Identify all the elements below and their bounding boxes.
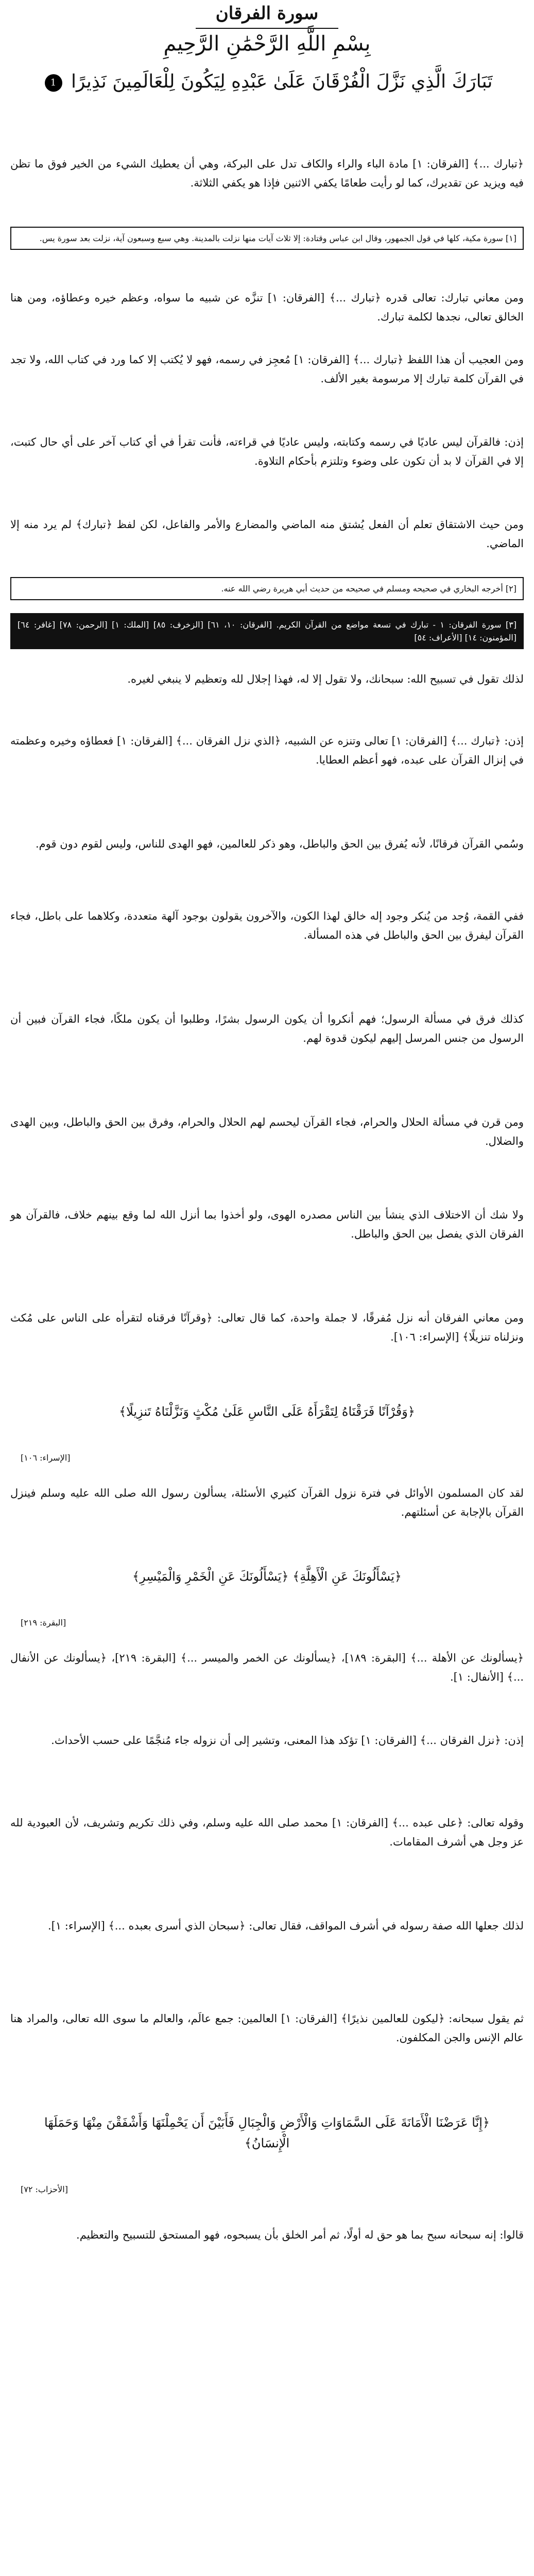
footnote-box-dark: [٣] سورة الفرقان: ١ - تبارك في تسعة مواضع من القرآن الكريم. [الفرقان: ١٠، ٦١] [الزخرف: ٨٥] [الملك: ١] [الرحمن: ٧٨] [غافر: ٦٤] [المؤمنون: ١٤] [الأعراف: ٥٤] bbox=[10, 613, 524, 649]
paragraph: كذلك فرق في مسألة الرسول؛ فهم أنكروا أن يكون الرسول بشرًا، وطلبوا أن يكون ملكًا، فجاء القرآن فبين أن الرسول من جنس المرسل إليهم ليكون قدوة لهم. bbox=[10, 1013, 524, 1044]
paragraph: وسُمي القرآن فرقانًا، لأنه يُفرق بين الحق والباطل، وهو ذكر للعالمين، فهو الهدى للناس، وليس لقوم دون قوم. bbox=[35, 838, 524, 850]
paragraph: ومن معاني تبارك: تعالى قدره ﴿تبارك ...﴾ [الفرقان: ١] تنزَّه عن شبيه ما سواه، وعظم خيره وعطاؤه، ومن هنا الخالق تعالى، نجدها لكلمة تبارك. bbox=[10, 292, 524, 323]
quoted-verse: ﴿يَسْأَلُونَكَ عَنِ الْأَهِلَّةِ﴾ ﴿يَسْأَلُونَكَ عَنِ الْخَمْرِ وَالْمَيْسِرِ﴾ bbox=[132, 1569, 402, 1584]
surah-title: سورة الفرقان bbox=[215, 3, 319, 24]
paragraph: لذلك جعلها الله صفة رسوله في أشرف المواقف، فقال تعالى: ﴿سبحان الذي أسرى بعبده ...﴾ [الإسراء: ١]. bbox=[47, 1920, 524, 1932]
paragraph: قالوا: إنه سبحانه سبح بما هو حق له أولًا، ثم أمر الخلق بأن يسبحوه، فهو المستحق للتسبيح والتعظيم. bbox=[76, 2229, 524, 2241]
paragraph: إذن: فالقرآن ليس عاديًا في رسمه وكتابته، وليس عاديًا في قراءته، فأنت تقرأ في أي كتاب آخر على أي حال كتبت، إلا في القرآن لا بد أن تكون على وضوء وتلتزم بأحكام التلاوة. bbox=[10, 436, 524, 467]
quoted-verse: ﴿وَقُرْآنًا فَرَقْنَاهُ لِتَقْرَأَهُ عَلَى النَّاسِ عَلَىٰ مُكْثٍ وَنَزَّلْنَاهُ تَنزِيلًا﴾ bbox=[119, 1404, 415, 1419]
footnote-box: [٢] أخرجه البخاري في صحيحه ومسلم في صحيحه من حديث أبي هريرة رضي الله عنه. bbox=[10, 577, 524, 600]
opening-verse-text: تَبَارَكَ الَّذِي نَزَّلَ الْفُرْقَانَ عَلَىٰ عَبْدِهِ لِيَكُونَ لِلْعَالَمِينَ نَذِيرًا bbox=[71, 71, 493, 92]
paragraph: ومن قرن في مسألة الحلال والحرام، فجاء القرآن ليحسم لهم الحلال والحرام، وفرق بين الحق والباطل، وبين الهدى والضلال. bbox=[10, 1116, 524, 1147]
paragraph: لذلك تقول في تسبيح الله: سبحانك، ولا تقول إلا له، فهذا إجلال لله وتعظيم لا ينبغي لغيره. bbox=[127, 673, 524, 685]
paragraph: لقد كان المسلمون الأوائل في فترة نزول القرآن كثيري الأسئلة، يسألون رسول الله صلى الله عليه وسلم فينزل القرآن بالإجابة عن أسئلتهم. bbox=[10, 1487, 524, 1518]
verse-reference: [الأحزاب: ٧٢] bbox=[21, 2184, 68, 2194]
paragraph: إذن: ﴿نزل الفرقان ...﴾ [الفرقان: ١] تؤكد هذا المعنى، وتشير إلى أن نزوله جاء مُنجَّمًا على حسب الأحداث. bbox=[51, 1734, 524, 1747]
paragraph: ولا شك أن الاختلاف الذي ينشأ بين الناس مصدره الهوى، ولو أخذوا بما أنزل الله لما وقع بينهم خلاف، فالقرآن هو الفرقان الذي يفصل بين الحق والباطل. bbox=[10, 1209, 524, 1240]
paragraph: ﴿تبارك ...﴾ [الفرقان: ١] مادة الباء والراء والكاف تدل على البركة، وهي أن يعطيك الشيء من الخير فوق ما تظن فيه ويزيد عن تقديرك، كما لو رأيت طعامًا يكفي الاثنين فإذا هو يكفي الثلاثة. bbox=[10, 158, 524, 189]
basmala: بِسْمِ اللَّهِ الرَّحْمَٰنِ الرَّحِيمِ bbox=[163, 32, 371, 56]
quoted-verse: ﴿إِنَّا عَرَضْنَا الْأَمَانَةَ عَلَى السَّمَاوَاتِ وَالْأَرْضِ وَالْجِبَالِ فَأَبَيْنَ أَن يَحْمِلْنَهَا وَأَشْفَقْنَ مِنْهَا وَحَمَلَهَا الْإِنسَانُ﴾ bbox=[44, 2115, 490, 2150]
paragraph: ومن معاني الفرقان أنه نزل مُفرقًا، لا جملة واحدة، كما قال تعالى: ﴿وقرآنًا فرقناه لتقرأه على الناس على مُكث ونزلناه تنزيلًا﴾ [الإسراء: ١٠٦]. bbox=[10, 1312, 524, 1343]
verse-reference: [الإسراء: ١٠٦] bbox=[21, 1453, 71, 1463]
paragraph: ومن حيث الاشتقاق تعلم أن الفعل يُشتق منه الماضي والمضارع والأمر والفاعل، لكن لفظ ﴿تبارك﴾ لم يرد منه إلا الماضي. bbox=[10, 518, 524, 550]
paragraph: ﴿يسألونك عن الأهلة ...﴾ [البقرة: ١٨٩]، ﴿يسألونك عن الخمر والميسر ...﴾ [البقرة: ٢١٩]، ﴿يسألونك عن الأنفال ...﴾ [الأنفال: ١]. bbox=[10, 1652, 524, 1683]
paragraph: ففي القمة، وُجد من يُنكر وجود إله خالق لهذا الكون، والآخرون يقولون بوجود آلهة متعددة، وكلاهما على باطل، فجاء القرآن ليفرق بين الحق والباطل في هذه المسألة. bbox=[10, 910, 524, 941]
verse-number-badge: 1 bbox=[45, 74, 62, 92]
verse-reference: [البقرة: ٢١٩] bbox=[21, 1618, 66, 1628]
paragraph: ومن العجيب أن هذا اللفظ ﴿تبارك ...﴾ [الفرقان: ١] مُعجِز في رسمه، فهو لا يُكتب إلا كما ورد في كتاب الله، ولا تجد في القرآن كلمة تبارك إلا مرسومة بغير الألف. bbox=[10, 353, 524, 385]
opening-verse bbox=[41, 67, 493, 97]
footnote-box: [١] سورة مكية، كلها في قول الجمهور، وقال ابن عباس وقتادة: إلا ثلاث آيات منها نزلت بالمدينة. وهي سبع وسبعون آية، نزلت بعد سورة يس. bbox=[10, 227, 524, 250]
paragraph: ثم يقول سبحانه: ﴿ليكون للعالمين نذيرًا﴾ [الفرقان: ١] العالمين: جمع عالَم، والعالم ما سوى الله تعالى، والمراد هنا عالم الإنس والجن المكلفون. bbox=[10, 2012, 524, 2044]
paragraph: إذن: ﴿تبارك ...﴾ [الفرقان: ١] تعالى وتنزه عن الشبيه، ﴿الذي نزل الفرقان ...﴾ [الفرقان: ١] فعطاؤه وخيره وعظمته في إنزال القرآن على عبده، فهو أعظم العطايا. bbox=[10, 735, 524, 766]
paragraph: وقوله تعالى: ﴿على عبده ...﴾ [الفرقان: ١] محمد صلى الله عليه وسلم، وفي ذلك تكريم وتشريف، لأن العبودية لله عز وجل هي أشرف المقامات. bbox=[10, 1817, 524, 1848]
title-divider bbox=[196, 28, 338, 29]
